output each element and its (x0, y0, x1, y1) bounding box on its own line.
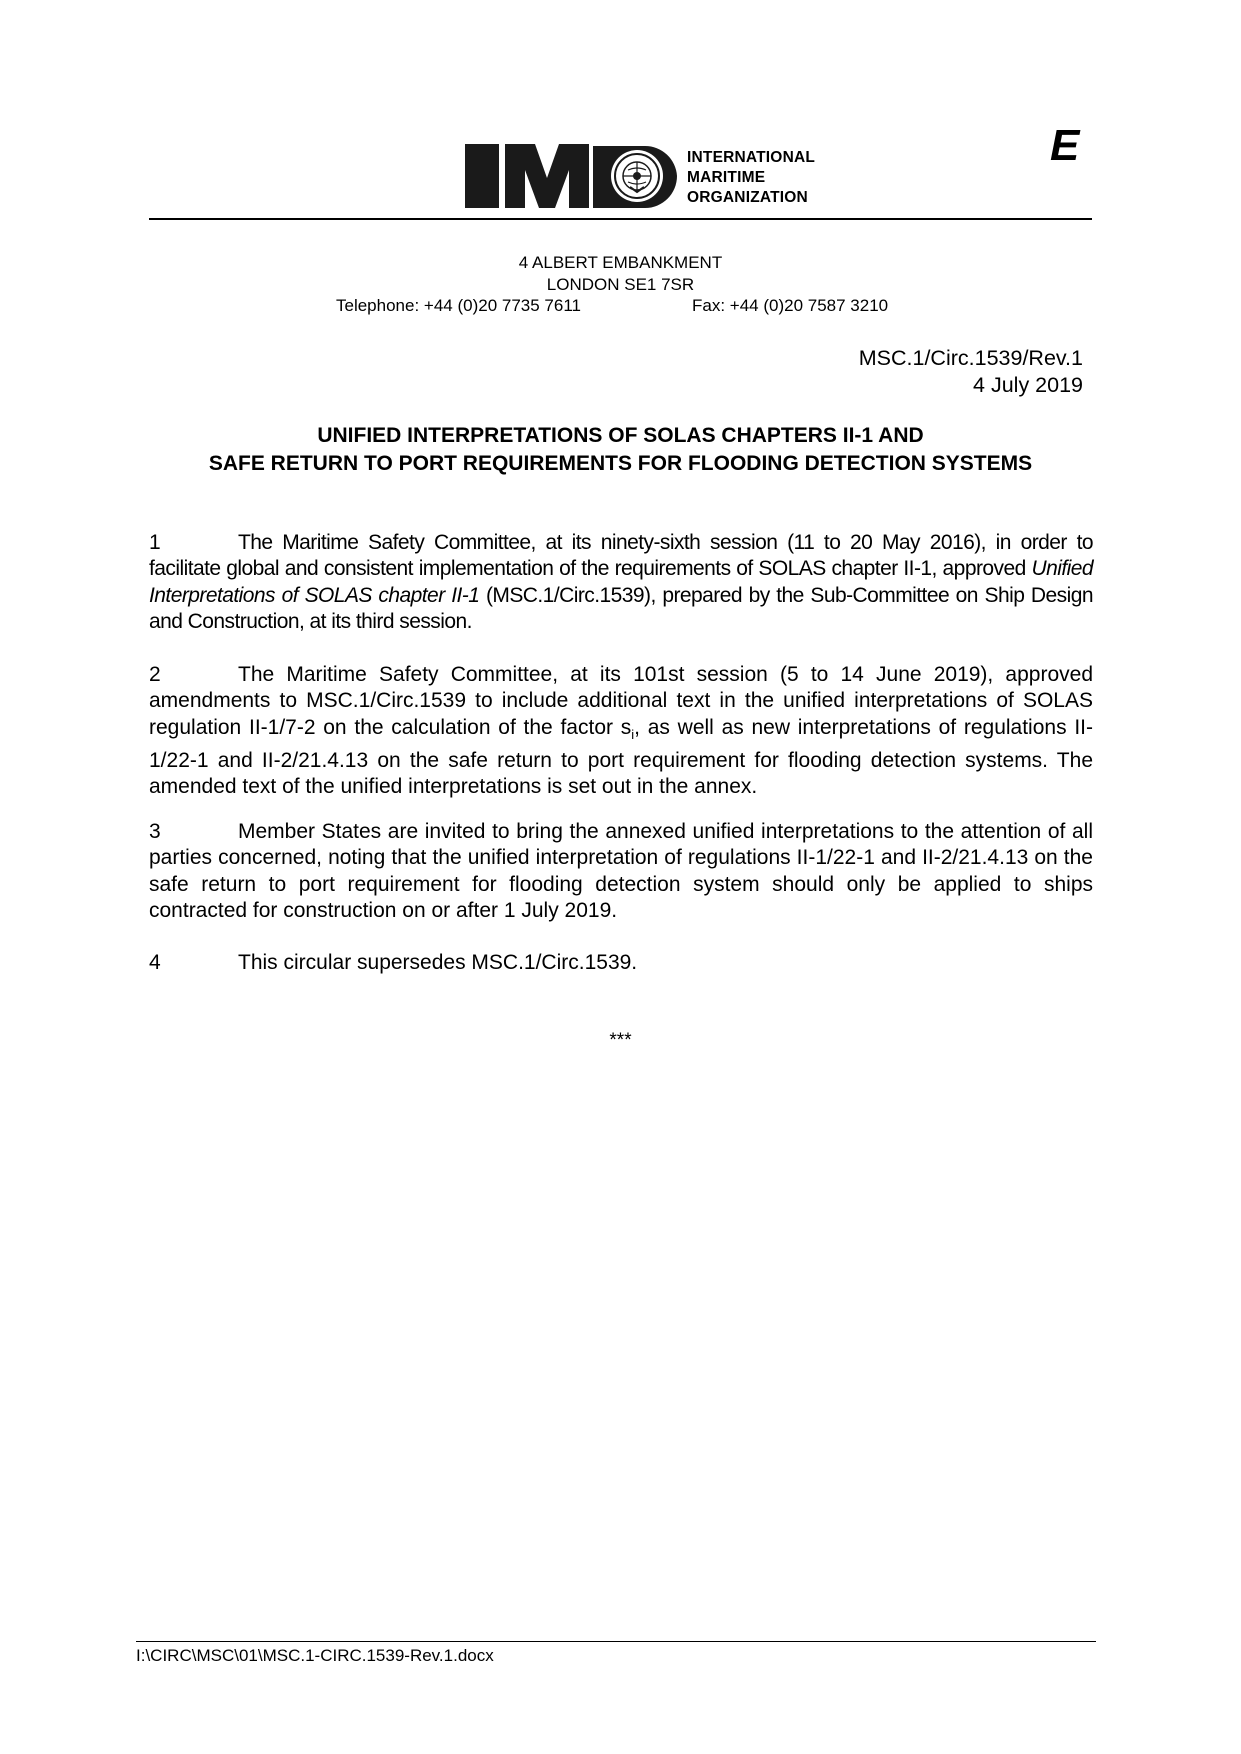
paragraph-text: The Maritime Safety Committee, at its 101st session (5 to 14 June 2019), approved amendments to MSC.1/Circ.1539 to include additional text in the unified interpretations of SOLAS regulation II-1/7-2 on the calculation of the factor s (149, 663, 1093, 739)
paragraph-text-cont: , as well as new interpretations of regulations II-1/22-1 and II-2/21.4.13 on the safe return to port requirement for flooding detection systems. The amended text of the unified interpretations is set out in the annex. (149, 715, 1093, 799)
paragraph-italic-title: Unified Interpretations of SOLAS chapter II-1 (149, 557, 1093, 607)
address-city: LONDON SE1 7SR (546, 275, 695, 294)
end-of-document-mark: *** (609, 1030, 632, 1051)
telephone-number: Telephone: +44 (0)20 7735 7611 (336, 296, 581, 315)
imo-logo (465, 140, 677, 217)
document-title (140, 422, 1101, 478)
language-code: E (1050, 121, 1080, 170)
address-street: 4 ALBERT EMBANKMENT (518, 253, 723, 272)
paragraph-number: 3 (149, 820, 161, 843)
footer-divider (136, 1641, 1096, 1642)
emblem-icon (611, 150, 663, 202)
org-line-maritime: MARITIME (687, 169, 766, 186)
footer-file-path: I:\CIRC\MSC\01\MSC.1-CIRC.1539-Rev.1.docx (136, 1646, 494, 1665)
fax-number: Fax: +44 (0)20 7587 3210 (692, 296, 889, 315)
paragraph-4 (149, 950, 1093, 976)
factor-subscript: i (631, 726, 635, 742)
document-reference (859, 345, 1083, 399)
paragraph-text: The Maritime Safety Committee, at its ninety-sixth session (11 to 20 May 2016), in order to facilitate global and consistent implementation of the requirements of SOLAS chapter II-1, approved (149, 531, 1093, 581)
paragraph-text-cont: (MSC.1/Circ.1539), prepared by the Sub-Committee on Ship Design and Construction, at its third session. (149, 583, 1093, 633)
paragraph-2 (149, 662, 1093, 801)
paragraph-number: 2 (149, 663, 161, 686)
title-line-2: SAFE RETURN TO PORT REQUIREMENTS FOR FLOODING DETECTION SYSTEMS (208, 452, 1033, 475)
paragraph-text: Member States are invited to bring the annexed unified interpretations to the attention of all parties concerned, noting that the unified interpretation of regulations II-1/22-1 and II-2/21.4.13 on the safe return to port requirement for flooding detection system should only be applied to ships contracted for construction on or after 1 July 2019. (149, 820, 1093, 922)
document-date: 4 July 2019 (973, 373, 1083, 397)
imo-logo-mark (465, 140, 677, 212)
paragraph-1 (149, 530, 1093, 635)
header-divider (149, 218, 1092, 220)
paragraph-number: 1 (149, 531, 161, 554)
organization-name (687, 148, 815, 208)
org-line-international: INTERNATIONAL (687, 149, 816, 166)
paragraph-text: This circular supersedes MSC.1/Circ.1539. (238, 951, 638, 974)
paragraph-number: 4 (149, 951, 161, 974)
title-line-1: UNIFIED INTERPRETATIONS OF SOLAS CHAPTERS II-1 AND (317, 424, 924, 447)
org-line-organization: ORGANIZATION (687, 189, 808, 206)
paragraph-3 (149, 819, 1093, 924)
document-code: MSC.1/Circ.1539/Rev.1 (858, 346, 1083, 370)
